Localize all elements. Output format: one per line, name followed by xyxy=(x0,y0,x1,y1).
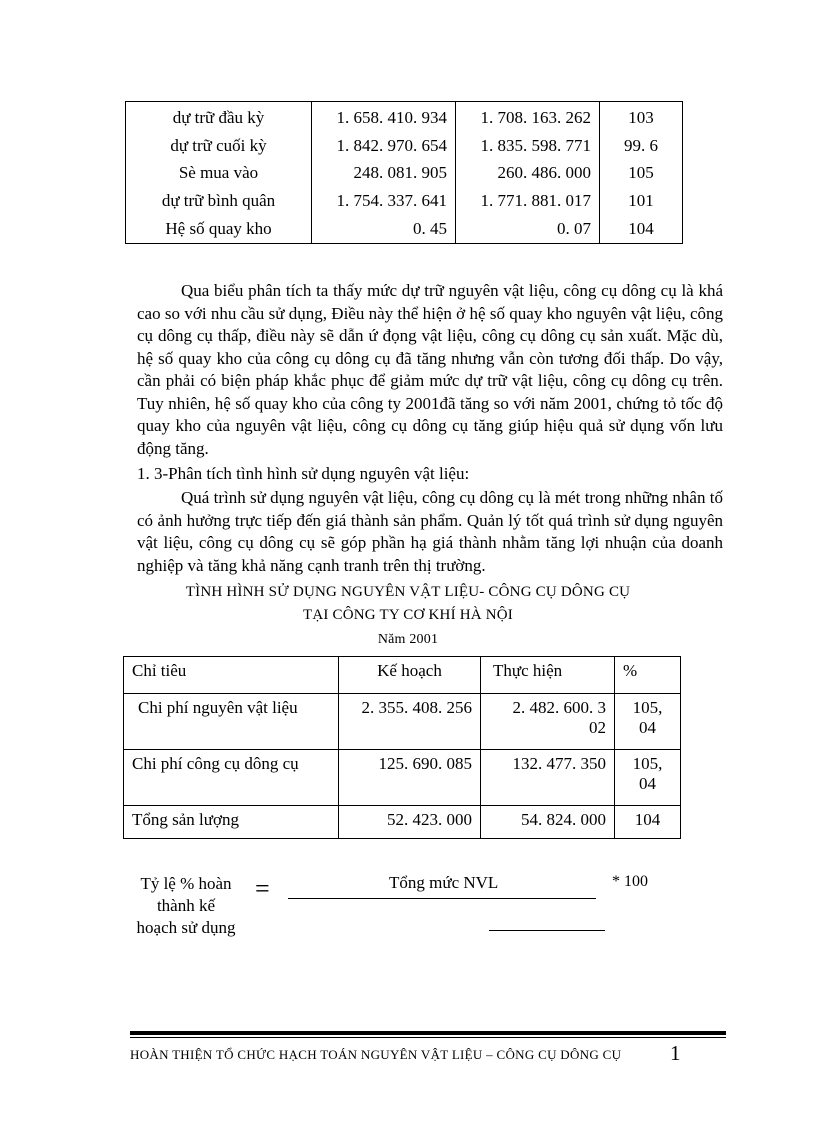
table-row xyxy=(126,215,683,243)
value-cell: 1. 708. 163. 262 xyxy=(456,102,600,132)
row-label: Hệ số quay kho xyxy=(126,215,312,243)
usage-table-year: Năm 2001 xyxy=(377,632,439,647)
usage-table-subtitle: TẠI CÔNG TY CƠ KHÍ HÀ NỘI xyxy=(303,607,513,623)
row-label: dự trữ cuối kỳ xyxy=(126,132,312,160)
table-row xyxy=(126,160,683,188)
value-cell: 1. 842. 970. 654 xyxy=(312,132,456,160)
formula-label-line: thành kế xyxy=(156,896,216,915)
table-row xyxy=(126,132,683,160)
value-cell: 2. 355. 408. 256 xyxy=(339,694,481,750)
usage-paragraph: Quá trình sử dụng nguyên vật liệu, công cụ dông cụ là mét trong những nhân tố có ảnh hưởng trực tiếp đến giá thành sản phẩm. Quản lý tốt quá trình sử dụng nguyên vật liệu, công cụ dông cụ sẽ góp phần hạ giá thành nhằm tăng lợi nhuận của doanh nghiệp và tăng khả năng cạnh tranh trên thị trường. xyxy=(137,488,723,575)
value-cell xyxy=(481,694,615,750)
value-cell: 1. 754. 337. 641 xyxy=(312,187,456,215)
formula-label xyxy=(126,873,246,939)
value-cell: 1. 658. 410. 934 xyxy=(312,102,456,132)
formula-multiplier: * 100 xyxy=(612,873,648,890)
percent-cell: 103 xyxy=(600,102,683,132)
value-cell: 54. 824. 000 xyxy=(481,806,615,839)
fraction-line xyxy=(288,898,596,899)
row-label: Chi phí nguyên vật liệu xyxy=(124,694,339,750)
page-number: 1 xyxy=(670,1041,681,1065)
footer-title: HOÀN THIỆN TỔ CHỨC HẠCH TOÁN NGUYÊN VẬT LIỆU – CÔNG CỤ DÔNG CỤ xyxy=(130,1047,622,1062)
row-label: dự trữ đầu kỳ xyxy=(126,102,312,132)
row-label: Sè mua vào xyxy=(126,160,312,188)
table-header-row xyxy=(124,657,681,694)
table-row xyxy=(124,750,681,806)
value-cell: 0. 07 xyxy=(456,215,600,243)
column-header: Thực hiện xyxy=(481,657,615,694)
column-header: Chỉ tiêu xyxy=(124,657,339,694)
footer-rule-thin xyxy=(130,1037,726,1038)
value-text: 2. 482. 600. 302 xyxy=(512,698,606,737)
table-row xyxy=(126,102,683,132)
row-label: Chi phí công cụ dông cụ xyxy=(124,750,339,806)
value-cell: 1. 835. 598. 771 xyxy=(456,132,600,160)
inventory-table xyxy=(125,101,683,244)
percent-cell: 104 xyxy=(615,806,681,839)
equals-sign: = xyxy=(255,874,270,903)
value-cell: 260. 486. 000 xyxy=(456,160,600,188)
table-row xyxy=(124,806,681,839)
section-heading: 1. 3-Phân tích tình hình sử dụng nguyên vật liệu: xyxy=(137,464,470,483)
row-label: dự trữ bình quân xyxy=(126,187,312,215)
denominator-line xyxy=(489,930,605,931)
value-cell: 52. 423. 000 xyxy=(339,806,481,839)
table-row xyxy=(126,187,683,215)
formula-label-line: hoạch sử dụng xyxy=(136,918,236,937)
column-header: Kế hoạch xyxy=(339,657,481,694)
footer-rule xyxy=(130,1031,726,1035)
value-cell: 248. 081. 905 xyxy=(312,160,456,188)
value-cell: 0. 45 xyxy=(312,215,456,243)
percent-text: 105, 04 xyxy=(632,698,663,737)
analysis-paragraph: Qua biểu phân tích ta thấy mức dự trữ nguyên vật liệu, công cụ dông cụ là khá cao so với nhu cầu sử dụng, Điều này thể hiện ở hệ số quay kho nguyên vật liệu, công cụ dông cụ thấp, điều này sẽ dẫn ứ đọng vật liệu, công cụ dông cụ sản xuất. Mặc dù, hệ số quay kho của công cụ dông cụ đã tăng nhưng vẫn còn tương đối thấp. Do vậy, cần phải có biện pháp khắc phục để giảm mức dự trữ vật liệu, công cụ dông cụ trên. Tuy nhiên, hệ số quay kho của công ty 2001đã tăng so với năm 2001, chứng tỏ tốc độ quay kho của nguyên vật liệu, công cụ dông cụ tăng giúp hiệu quả sử dụng vốn lưu động tăng. xyxy=(137,281,723,458)
percent-cell xyxy=(615,750,681,806)
value-cell: 125. 690. 085 xyxy=(339,750,481,806)
usage-table-title: TÌNH HÌNH SỬ DỤNG NGUYÊN VẬT LIỆU- CÔNG CỤ DÔNG CỤ xyxy=(185,584,631,600)
value-cell: 1. 771. 881. 017 xyxy=(456,187,600,215)
percent-cell: 105 xyxy=(600,160,683,188)
column-header: % xyxy=(615,657,681,694)
usage-table xyxy=(123,656,681,839)
percent-cell: 99. 6 xyxy=(600,132,683,160)
percent-cell: 104 xyxy=(600,215,683,243)
percent-cell xyxy=(615,694,681,750)
value-cell: 132. 477. 350 xyxy=(481,750,615,806)
percent-text: 105, 04 xyxy=(632,754,663,793)
formula-numerator: Tổng mức NVL xyxy=(389,873,499,892)
percent-cell: 101 xyxy=(600,187,683,215)
table-row xyxy=(124,694,681,750)
formula-label-line: Tỷ lệ % hoàn xyxy=(140,874,232,893)
row-label: Tổng sản lượng xyxy=(124,806,339,839)
